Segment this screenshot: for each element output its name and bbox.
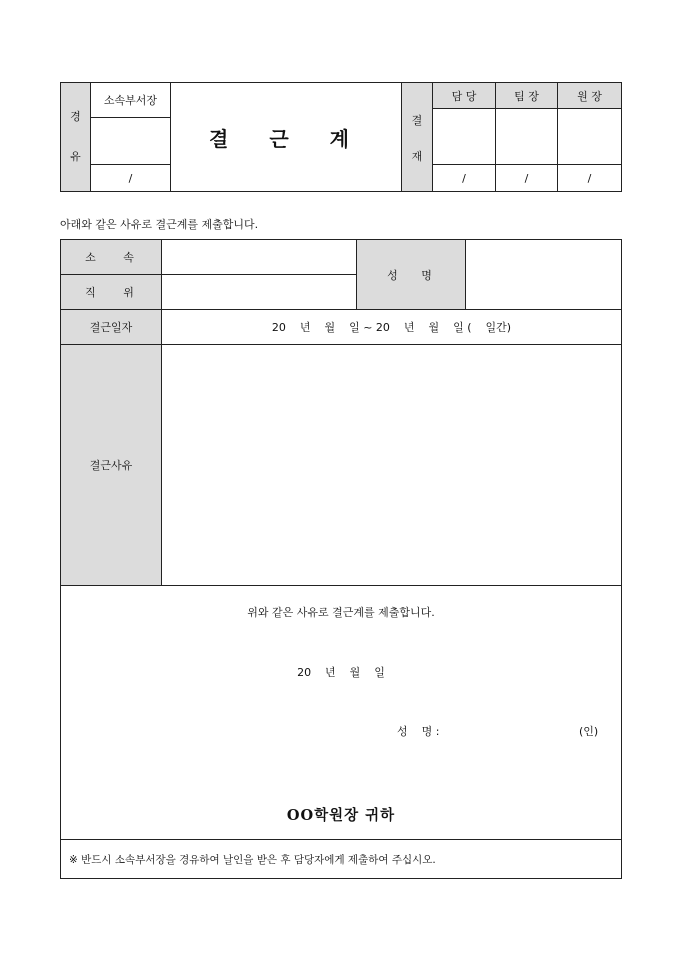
footnote-cell bbox=[60, 839, 622, 879]
signer-team-lead-label: 팀 장 bbox=[495, 82, 558, 109]
name-label: 성 명 bbox=[356, 239, 466, 310]
approval-label-2: 재 bbox=[411, 150, 423, 163]
signer-director-date-cell[interactable]: / bbox=[557, 164, 622, 192]
approval-label-cell bbox=[401, 82, 433, 192]
affiliation-field[interactable] bbox=[161, 239, 357, 275]
footnote: ※ 반드시 소속부서장을 경유하여 날인을 받은 후 담당자에게 제출하여 주십시오. bbox=[69, 853, 436, 866]
approval-header bbox=[60, 82, 622, 192]
absence-date-field[interactable] bbox=[161, 309, 622, 345]
declaration-date[interactable] bbox=[61, 664, 621, 680]
reason-field[interactable] bbox=[161, 344, 622, 586]
dept-head-sign-cell[interactable] bbox=[90, 117, 171, 165]
absence-form-table bbox=[60, 239, 622, 879]
routing-label-cell bbox=[60, 82, 91, 192]
approval-label-1: 결 bbox=[411, 114, 423, 127]
absence-date-template: 20 년 월 일 ~ 20 년 월 일 ( 일간) bbox=[271, 321, 512, 334]
signature-label: 성 명 : bbox=[397, 725, 440, 738]
affiliation-label: 소 속 bbox=[60, 239, 162, 275]
signature-field[interactable] bbox=[461, 718, 573, 742]
reason-label: 결근사유 bbox=[60, 344, 162, 586]
signer-team-lead-sign-cell[interactable] bbox=[495, 108, 558, 165]
form-title: 결 근 계 bbox=[209, 126, 363, 151]
recipient: OO학원장 귀하 bbox=[286, 806, 396, 824]
signer-team-lead-date-cell[interactable]: / bbox=[495, 164, 558, 192]
signer-director-sign-cell[interactable] bbox=[557, 108, 622, 165]
declaration-statement: 위와 같은 사유로 결근계를 제출합니다. bbox=[247, 606, 435, 619]
form-title-cell bbox=[170, 82, 402, 192]
dept-head-date-cell[interactable]: / bbox=[90, 164, 171, 192]
signer-director-label: 원 장 bbox=[557, 82, 622, 109]
absence-date-label: 결근일자 bbox=[60, 309, 162, 345]
signer-staff-label: 담 당 bbox=[432, 82, 496, 109]
seal-label: (인) bbox=[579, 725, 599, 738]
declaration-block bbox=[60, 585, 622, 840]
name-field[interactable] bbox=[465, 239, 622, 310]
signer-staff-sign-cell[interactable] bbox=[432, 108, 496, 165]
signer-staff-date-cell[interactable]: / bbox=[432, 164, 496, 192]
dept-head-label: 소속부서장 bbox=[90, 82, 171, 118]
intro-text: 아래와 같은 사유로 결근계를 제출합니다. bbox=[60, 218, 259, 231]
routing-label-1: 경 bbox=[70, 110, 81, 123]
declaration-date-template: 20 년 월 일 bbox=[297, 666, 385, 679]
routing-label-2: 유 bbox=[70, 150, 81, 163]
position-field[interactable] bbox=[161, 274, 357, 310]
position-label: 직 위 bbox=[60, 274, 162, 310]
